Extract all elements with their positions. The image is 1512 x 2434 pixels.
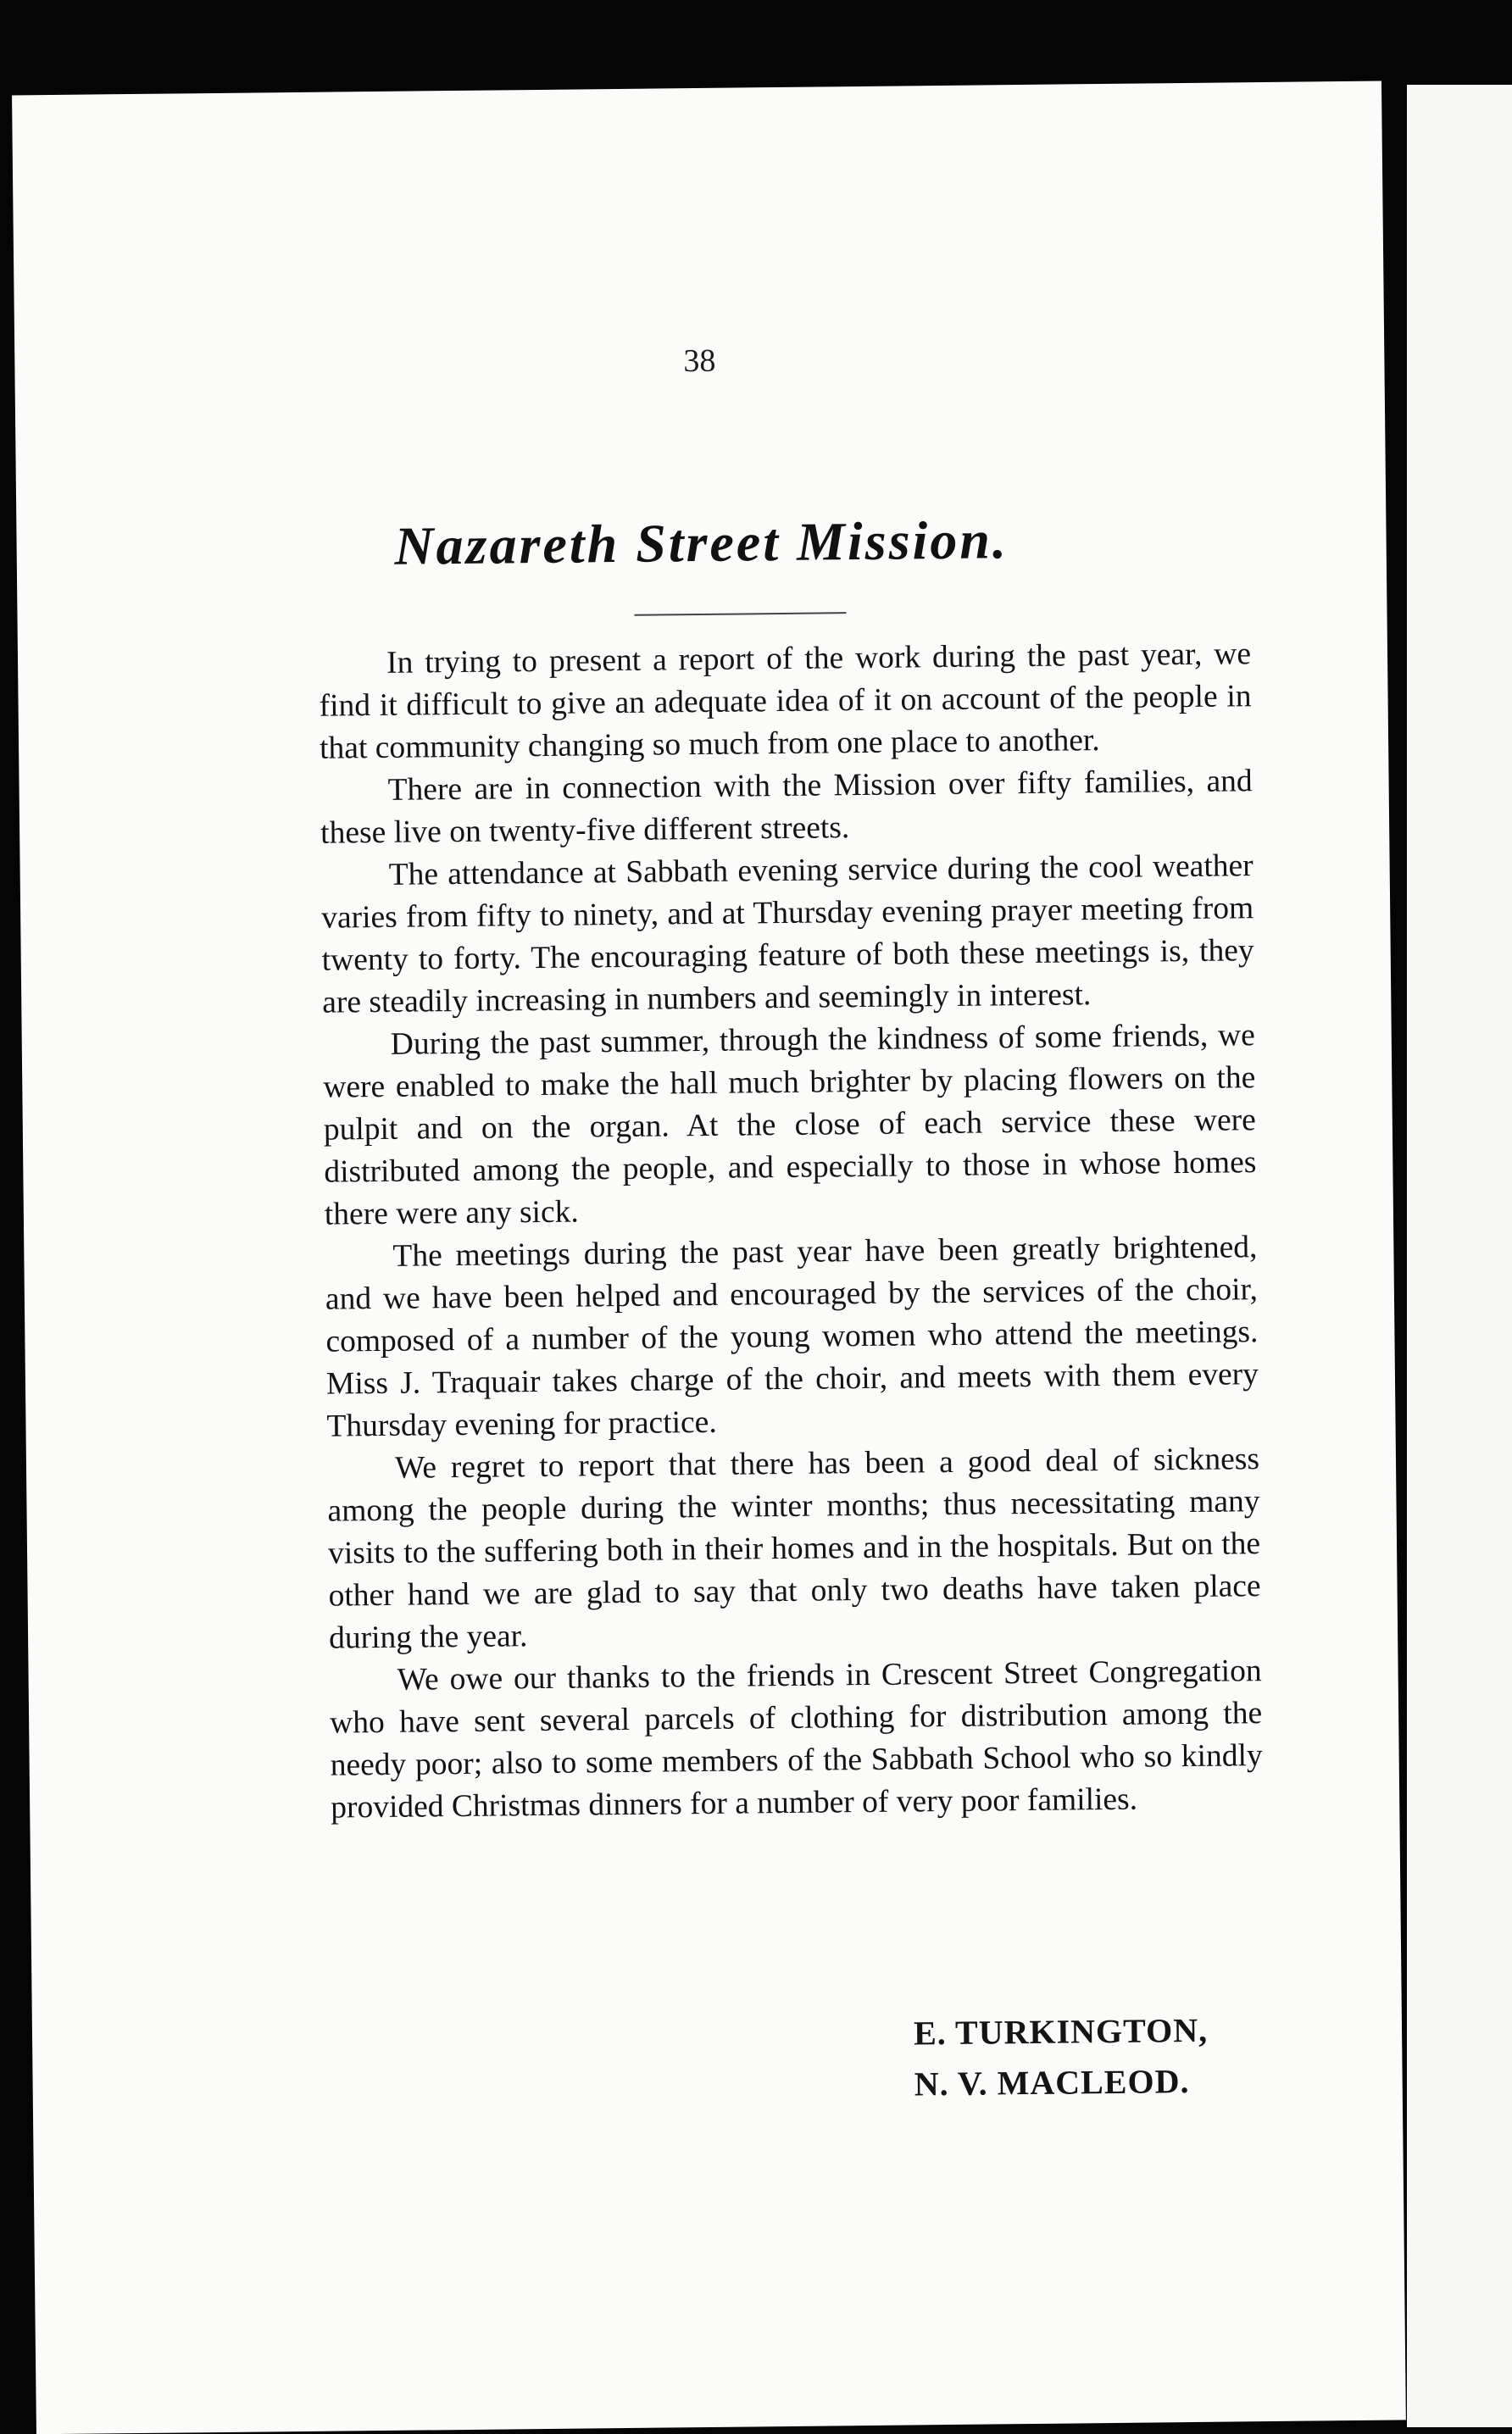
signature-block [914, 2005, 1209, 2110]
report-body [319, 633, 1264, 1829]
paragraph: The attendance at Sabbath evening service during the cool weather varies from fifty to ninety, and at Thursday evening prayer meeting from twenty to forty. The encouraging feature of both these meetings is, they are steadily increasing in numbers and seemingly in interest. [321, 848, 1254, 1020]
signature-name: N. V. MACLEOD. [914, 2062, 1190, 2103]
paragraph: We owe our thanks to the friends in Crescent Street Congregation who have sent several parcels of clothing for distribution among the needy poor; also to some members of the Sabbath School who so kindly provided Christmas dinners for a number of very poor families. [329, 1653, 1263, 1826]
document-page [12, 81, 1406, 2434]
paragraph: We regret to report that there has been a good deal of sickness among the people during the winter months; thus necessitating many visits to the suffering both in their homes and in the hospitals. But on the other hand we are glad to say that only two deaths have taken place during the year. [327, 1442, 1261, 1656]
paragraph: There are in connection with the Mission over fifty families, and these live on twenty-five different streets. [320, 764, 1253, 851]
paragraph: The meetings during the past year have been greatly brightened, and we have been helped and encouraged by the services of the choir, composed of a number of the young women who attend the meetings. Miss J. Traquair takes charge of the choir, and meets with them every Thursday evening for practice. [325, 1230, 1259, 1444]
page-number: 38 [683, 342, 716, 380]
title-divider [634, 612, 846, 616]
paragraph: In trying to present a report of the work during the past year, we find it difficult to give an adequate idea of it on account of the people in that community changing so much from one place to another. [319, 636, 1252, 766]
page-title: Nazareth Street Mission. [393, 509, 1009, 576]
adjacent-page-edge [1407, 85, 1512, 2427]
signature-name: E. TURKINGTON, [913, 2010, 1209, 2053]
paragraph: During the past summer, through the kindness of some friends, we were enabled to make the hall much brighter by placing flowers on the pulpit and on the organ. At the close of each service these were distributed among the people, and especially to those in whose homes there were any sick. [323, 1018, 1257, 1232]
